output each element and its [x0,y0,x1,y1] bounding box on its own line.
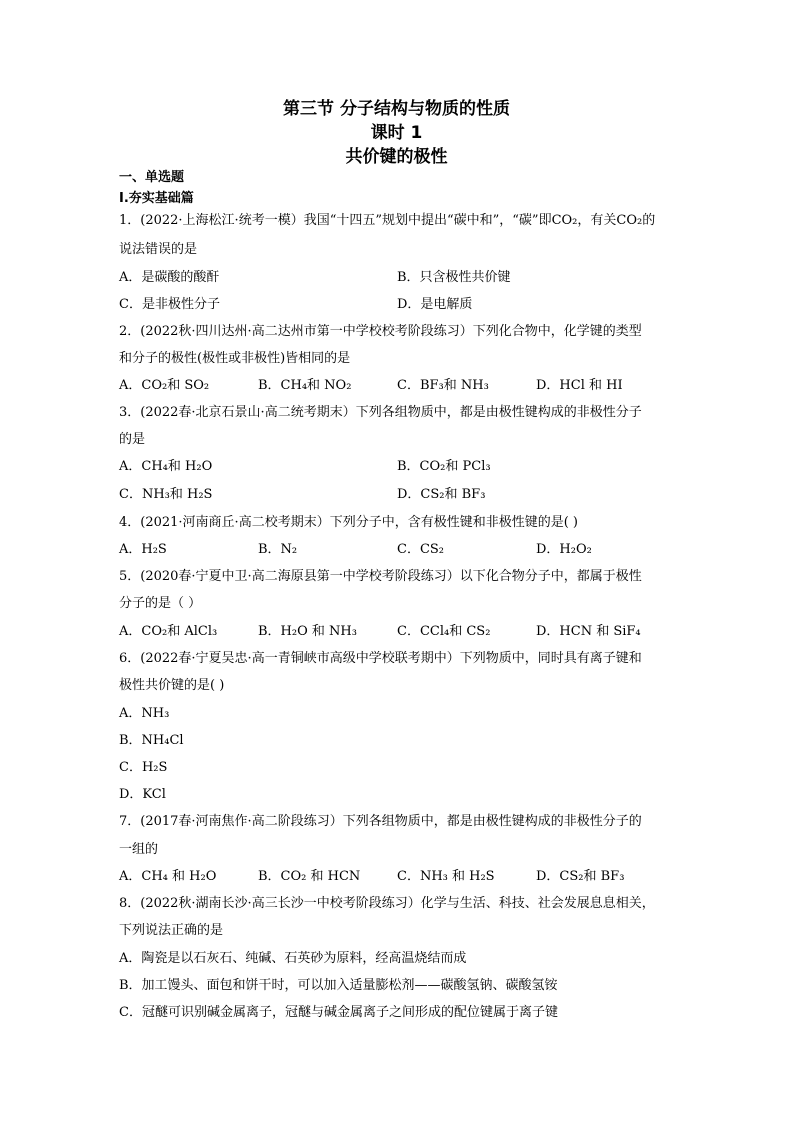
question-8-option-c: C．冠醚可识别碱金属离子，冠醚与碱金属离子之间形成的配位键属于离子键 [119,1005,558,1020]
question-2-line-2: 和分子的极性(极性或非极性)皆相同的是 [119,351,351,366]
question-3-line-2: 的是 [119,432,146,447]
subpart-label: Ⅰ.夯实基础篇 [119,191,194,206]
question-5-option-d: D．HCN 和 SiF₄ [536,624,641,639]
question-7-option-c: C．NH₃ 和 H₂S [397,869,495,884]
question-3-line-1: 3．(2022春·北京石景山·高二统考期末）下列各组物质中，都是由极性键构成的非极性分子 [119,405,642,420]
question-4-option-a: A．H₂S [119,542,167,557]
question-5-option-b: B．H₂O 和 NH₃ [258,624,357,639]
question-8-line-2: 下列说法正确的是 [119,923,224,938]
question-5-option-c: C．CCl₄和 CS₂ [397,624,491,639]
question-2-line-1: 2．(2022秋·四川达州·高二达州市第一中学校校考阶段练习）下列化合物中，化学键的类型 [119,324,642,339]
question-1-option-d: D．是电解质 [397,297,473,312]
question-6-option-a: A．NH₃ [119,706,170,721]
section-title: 第三节 分子结构与物质的性质 [283,99,510,119]
question-5-line-1: 5．(2020春·宁夏中卫·高二海原县第一中学校考阶段练习）以下化合物分子中，都属于极性 [119,569,642,584]
question-7-line-1: 7．(2017春·河南焦作·高二阶段练习）下列各组物质中，都是由极性键构成的非极性分子的 [119,814,642,829]
question-6-line-2: 极性共价键的是( ) [119,678,225,693]
question-4-line-1: 4．(2021·河南商丘·高二校考期末）下列分子中，含有极性键和非极性键的是( ) [119,515,578,530]
question-1-option-a: A．是碳酸的酸酐 [119,270,220,285]
question-3-option-d: D．CS₂和 BF₃ [397,487,486,502]
question-8-line-1: 8．(2022秋·湖南长沙·高三长沙一中校考阶段练习）化学与生活、科技、社会发展息息相关， [119,896,655,911]
question-4-option-c: C．CS₂ [397,542,445,557]
question-6-option-c: C．H₂S [119,760,168,775]
question-7-option-a: A．CH₄ 和 H₂O [119,869,217,884]
question-8-option-a: A．陶瓷是以石灰石、纯碱、石英砂为原料，经高温烧结而成 [119,951,467,966]
question-7-line-2: 一组的 [119,842,159,857]
question-2-option-c: C．BF₃和 NH₃ [397,378,489,393]
question-6-line-1: 6．(2022春·宁夏吴忠·高一青铜峡市高级中学校联考期中）下列物质中，同时具有离子键和 [119,651,642,666]
question-6-option-d: D．KCl [119,787,166,802]
topic-title: 共价键的极性 [345,147,448,167]
question-5-line-2: 分子的是（ ） [119,596,202,611]
part-label: 一、单选题 [119,170,185,185]
question-2-option-a: A．CO₂和 SO₂ [119,378,210,393]
question-4-option-d: D．H₂O₂ [536,542,592,557]
question-3-option-c: C．NH₃和 H₂S [119,487,213,502]
question-1-line-1: 1．(2022·上海松江·统考一模）我国“十四五”规划中提出“碳中和”，“碳”即CO₂，有关CO₂的 [119,213,656,228]
question-1-option-c: C．是非极性分子 [119,297,220,312]
question-1-line-2: 说法错误的是 [119,242,198,257]
question-7-option-d: D．CS₂和 BF₃ [536,869,625,884]
question-6-option-b: B．NH₄Cl [119,733,184,748]
lesson-title: 课时 1 [370,123,423,143]
question-1-option-b: B．只含极性共价键 [397,270,511,285]
question-8-option-b: B．加工馒头、面包和饼干时，可以加入适量膨松剂——碳酸氢钠、碳酸氢铵 [119,978,558,993]
question-2-option-b: B．CH₄和 NO₂ [258,378,352,393]
question-3-option-a: A．CH₄和 H₂O [119,459,213,474]
question-7-option-b: B．CO₂ 和 HCN [258,869,361,884]
question-4-option-b: B．N₂ [258,542,298,557]
question-2-option-d: D．HCl 和 HI [536,378,623,393]
question-5-option-a: A．CO₂和 AlCl₃ [119,624,218,639]
question-3-option-b: B．CO₂和 PCl₃ [397,459,491,474]
